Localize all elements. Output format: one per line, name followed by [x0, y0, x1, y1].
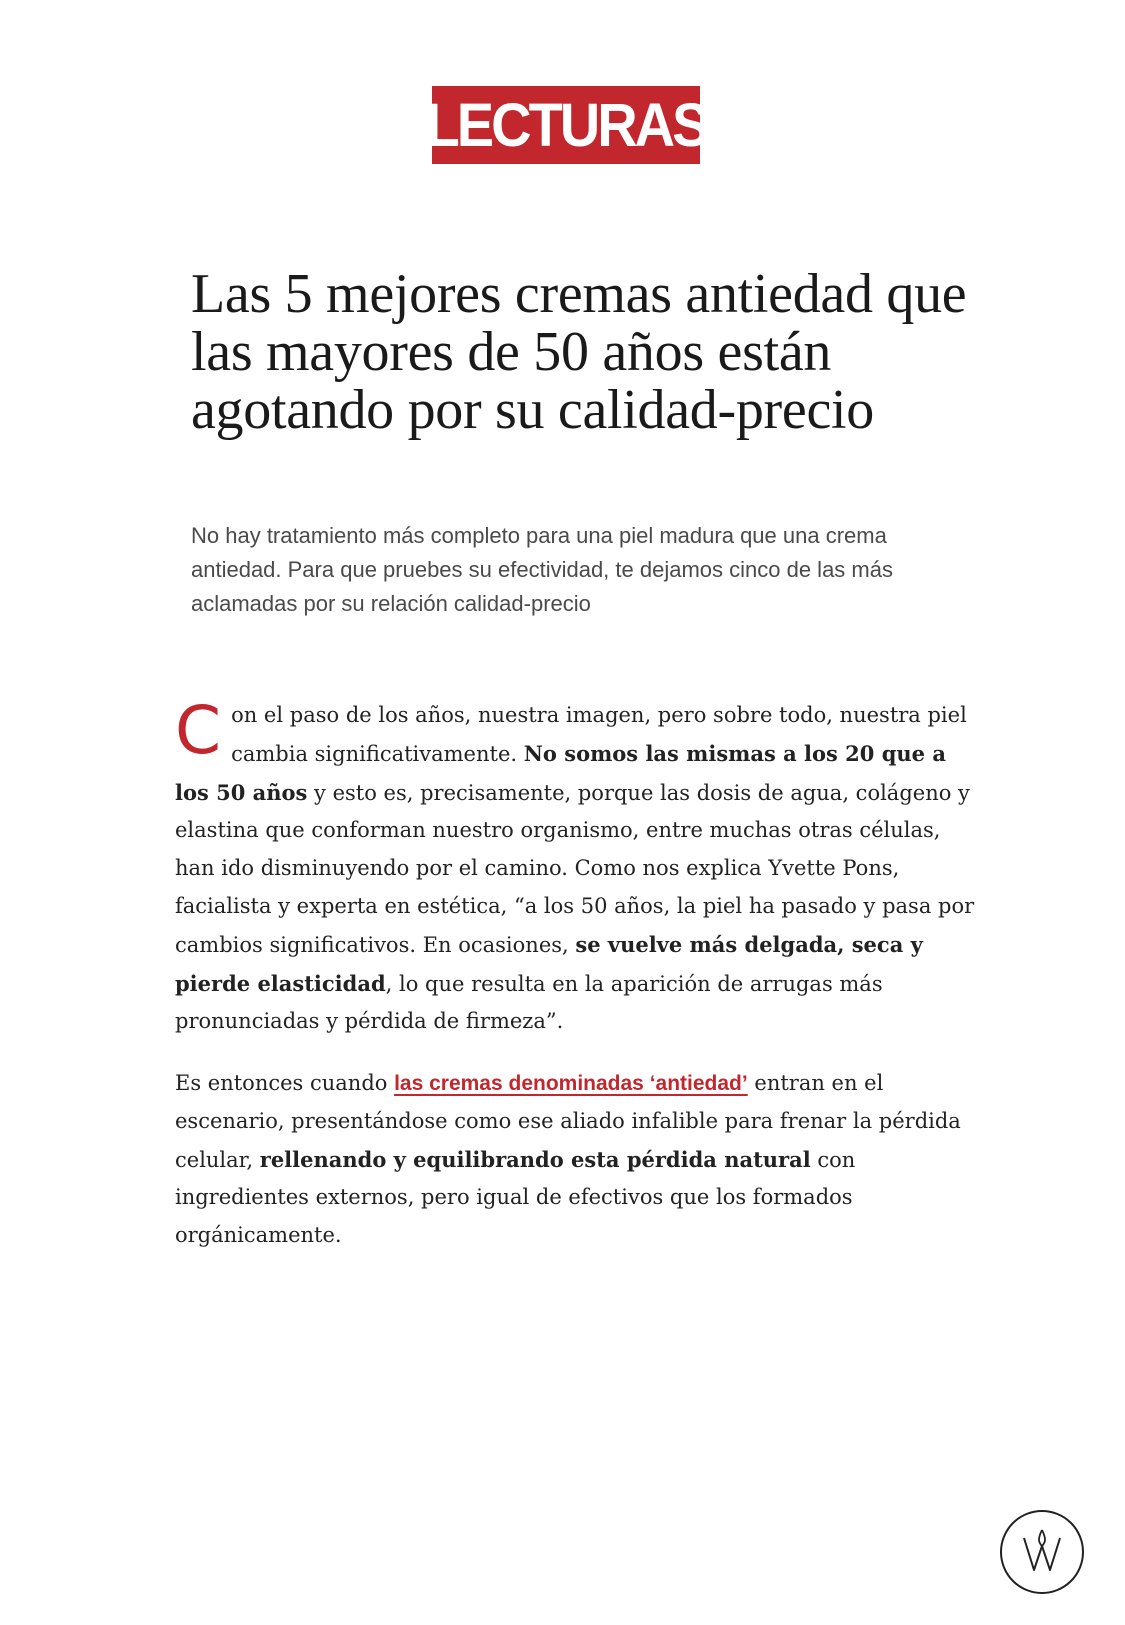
antiedad-creams-link[interactable]: las cremas denominadas ‘antiedad’	[394, 1072, 748, 1095]
drop-cap: C	[175, 692, 222, 769]
paragraph-text: Es entonces cuando	[175, 1071, 395, 1095]
logo-text: LECTURAS	[425, 89, 707, 160]
article-paragraph-2	[175, 1065, 975, 1255]
article-subtitle: No hay tratamiento más completo para una piel madura que una crema antiedad. Para que pruebes su efectividad, te dejamos cinco de las más aclamadas por su relación calidad-precio	[191, 523, 893, 616]
bold-text: se vuelve más delgada, seca y pierde elasticidad	[175, 931, 923, 996]
paragraph-text: on el paso de los años, nuestra imagen, pero sobre todo, nuestra piel cambia significativamente.	[231, 703, 967, 766]
lecturas-logo[interactable]	[425, 86, 707, 164]
w-monogram-icon	[1000, 1510, 1084, 1594]
bold-text: No somos las mismas a los 20 que a los 50 años	[175, 740, 946, 805]
bold-text: rellenando y equilibrando esta pérdida natural	[259, 1146, 811, 1172]
article-paragraph-1	[175, 692, 975, 1041]
paragraph-text: , lo que resulta en la aparición de arrugas más pronunciadas y pérdida de firmeza”.	[175, 971, 883, 1034]
paragraph-text: entran en el escenario, presentándose como ese aliado infalible para frenar la pérdida celular,	[175, 1071, 961, 1172]
article-title: Las 5 mejores cremas antiedad que las mayores de 50 años están agotando por su calidad-precio	[191, 263, 967, 441]
paragraph-text: con ingredientes externos, pero igual de efectivos que los formados orgánicamente.	[175, 1147, 856, 1248]
paragraph-text: y esto es, precisamente, porque las dosis de agua, colágeno y elastina que conforman nuestro organismo, entre muchas otras células, han ido disminuyendo por el camino. Como nos explica Yvette Pons, facialista y experta en estética, “a los 50 años, la piel ha pasado y pasa por cambios significativos. En ocasiones,	[175, 780, 975, 957]
